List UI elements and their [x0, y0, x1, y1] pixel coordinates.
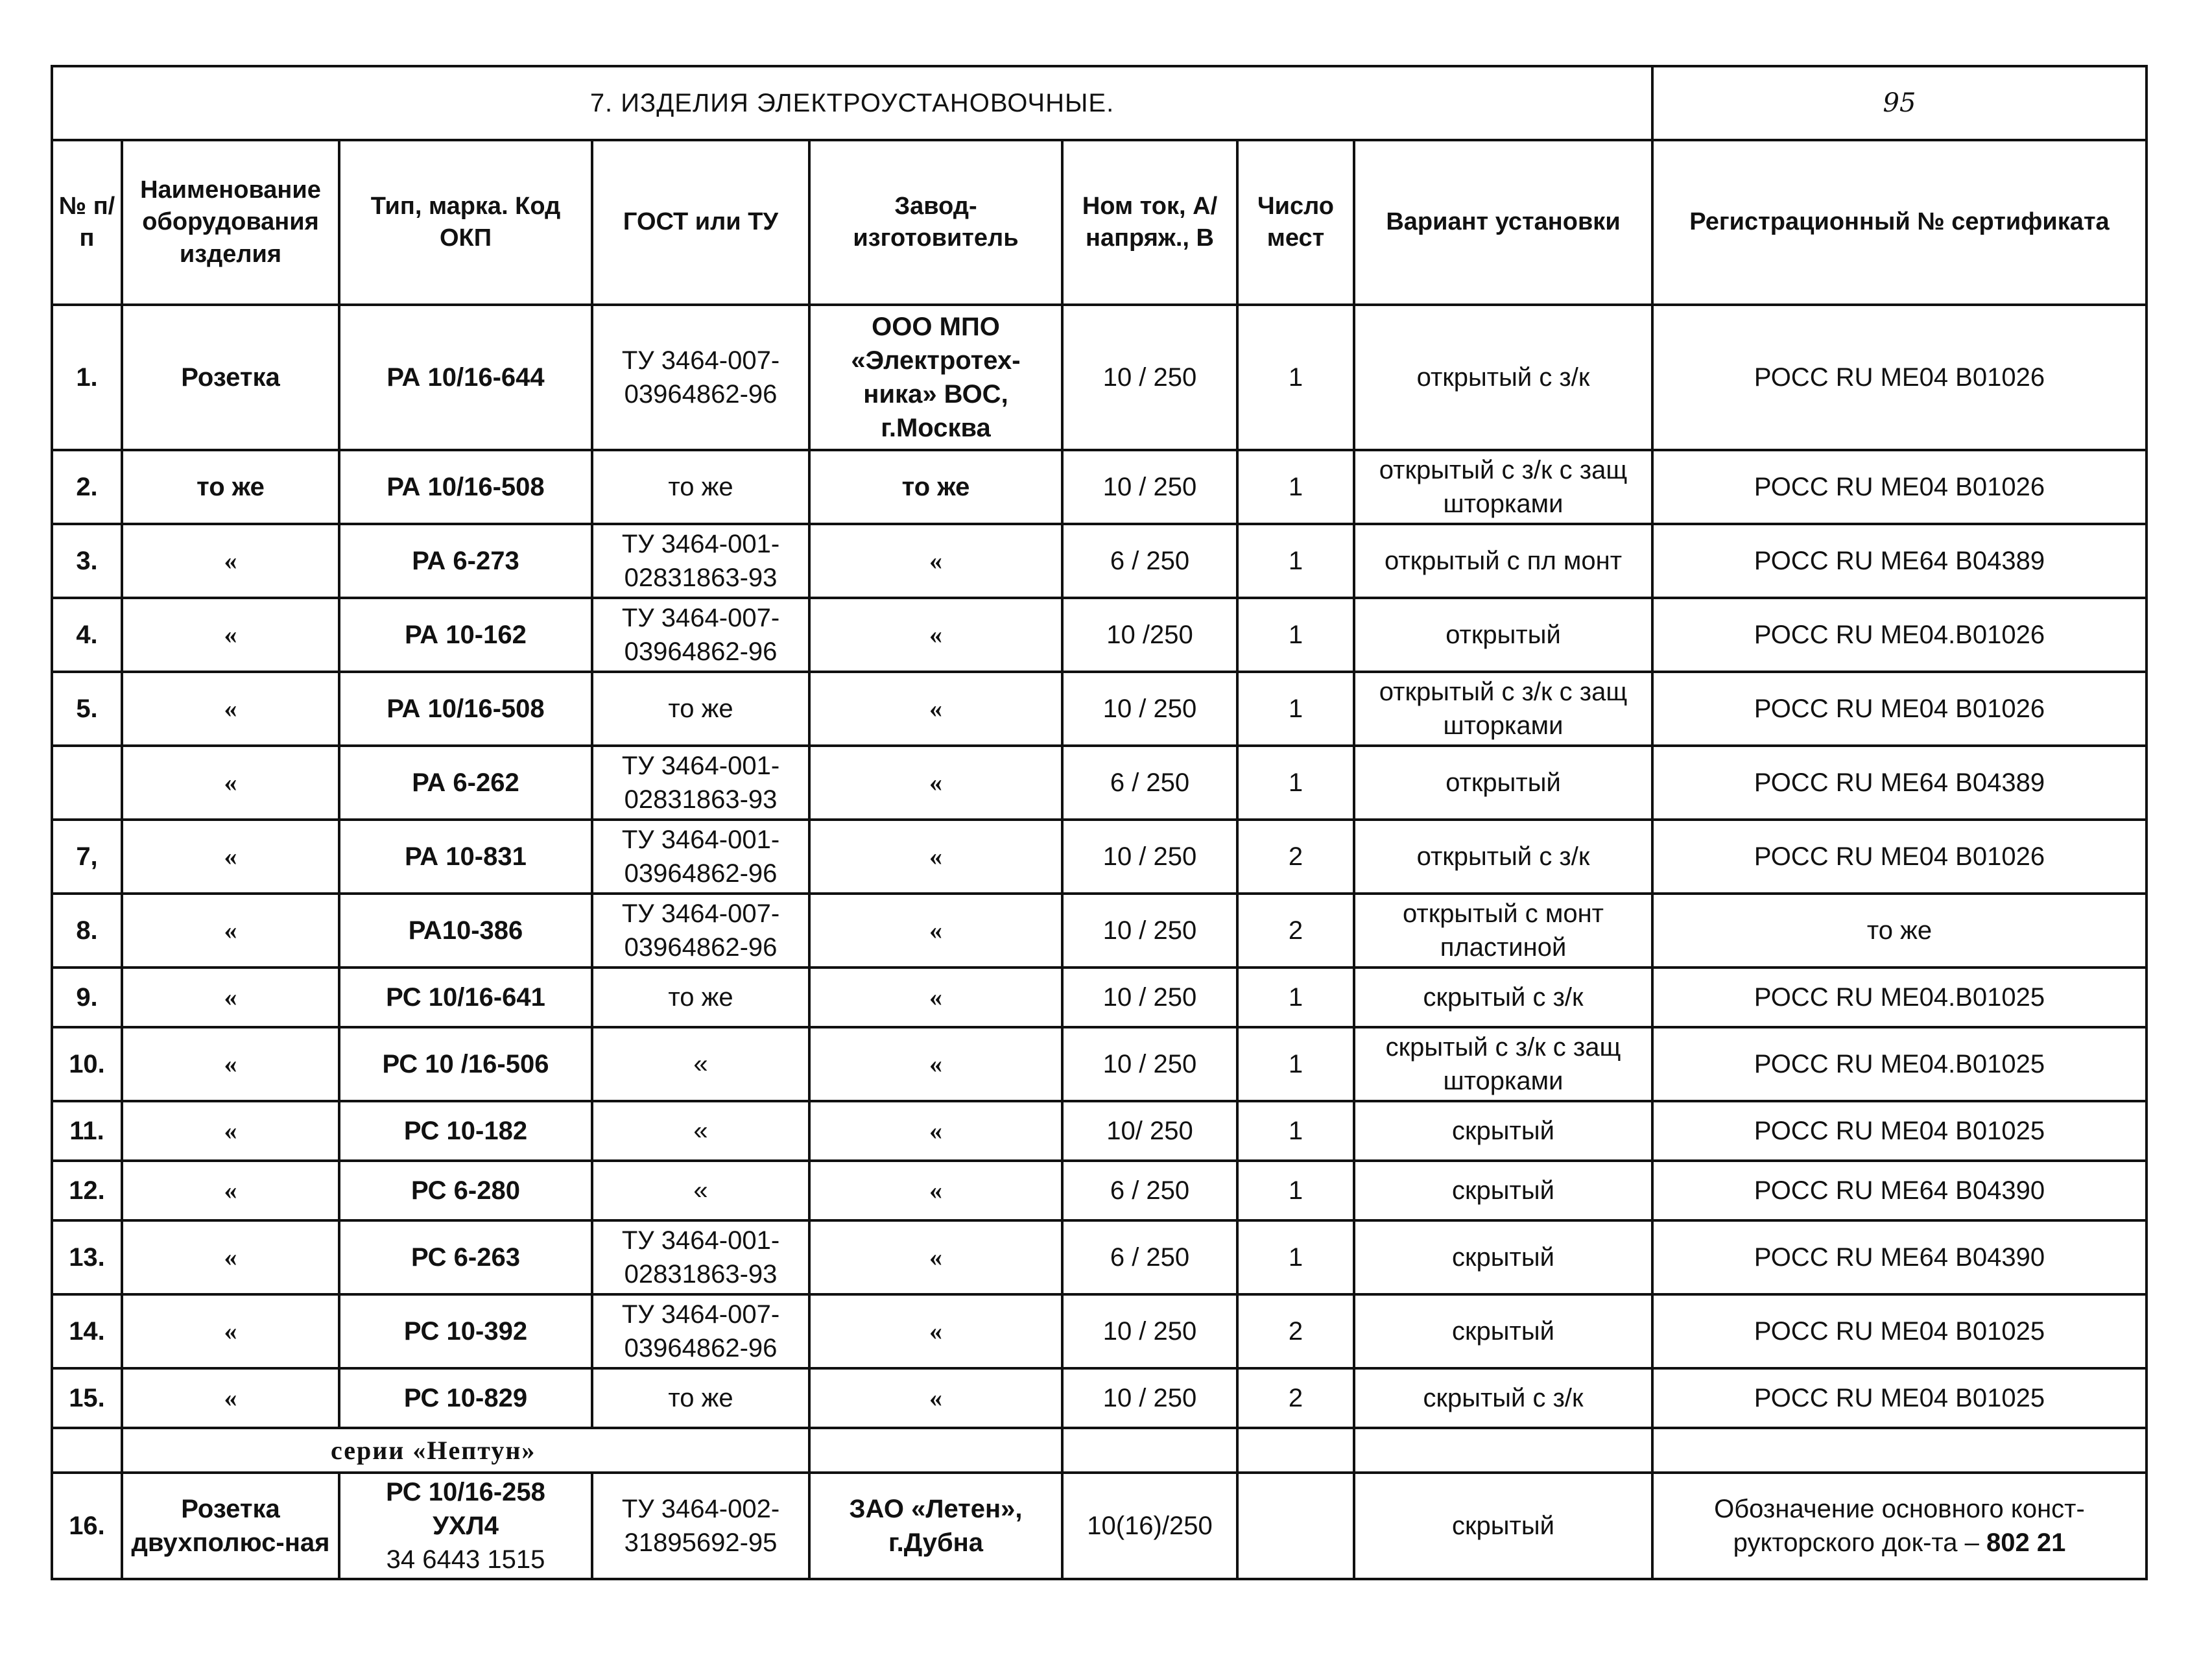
- row-cert: РОСС RU МЕ04 В01025: [1652, 1368, 2147, 1428]
- row-name: «: [122, 672, 339, 746]
- row-cert: РОСС RU МЕ04 В01025: [1652, 1294, 2147, 1368]
- table-row: [52, 1101, 2147, 1161]
- row-name: Розетка двухполюс-ная: [122, 1473, 339, 1579]
- header-type: Тип, марка. Код ОКП: [339, 140, 592, 305]
- row-gost: ТУ 3464-007-03964862-96: [592, 1294, 809, 1368]
- electrical-products-table: [51, 65, 2148, 1580]
- row-type: РС 10-829: [339, 1368, 592, 1428]
- row-rating: 10 / 250: [1062, 1368, 1237, 1428]
- row-num: 10.: [52, 1027, 122, 1101]
- row-rating: 10 / 250: [1062, 305, 1237, 450]
- header-cert: Регистрационный № сертификата: [1652, 140, 2147, 305]
- row-num: 12.: [52, 1161, 122, 1220]
- row-places: 1: [1237, 746, 1354, 820]
- row-maker: «: [809, 1220, 1062, 1294]
- row-gost: ТУ 3464-002-31895692-95: [592, 1473, 809, 1579]
- row-name: Розетка: [122, 305, 339, 450]
- row-num: 13.: [52, 1220, 122, 1294]
- series-row: [52, 1428, 2147, 1473]
- row-install: открытый с з/к с защ шторками: [1354, 450, 1652, 524]
- row-places: 1: [1237, 1220, 1354, 1294]
- row-cert: РОСС RU МЕ04 В01026: [1652, 305, 2147, 450]
- row-num: 5.: [52, 672, 122, 746]
- row-rating: 10 / 250: [1062, 968, 1237, 1027]
- row-maker: «: [809, 1027, 1062, 1101]
- row-type: [339, 1473, 592, 1579]
- row-cert: то же: [1652, 894, 2147, 968]
- row-rating: 10 / 250: [1062, 1027, 1237, 1101]
- row-install: скрытый: [1354, 1101, 1652, 1161]
- row-install: скрытый: [1354, 1161, 1652, 1220]
- row-places: 1: [1237, 450, 1354, 524]
- row-num: 14.: [52, 1294, 122, 1368]
- row-install: открытый с монт пластиной: [1354, 894, 1652, 968]
- row-type: РС 10/16-641: [339, 968, 592, 1027]
- row-install: скрытый: [1354, 1220, 1652, 1294]
- row-type: РС 10-392: [339, 1294, 592, 1368]
- row-maker: «: [809, 598, 1062, 672]
- row-places: 1: [1237, 305, 1354, 450]
- header-gost: ГОСТ или ТУ: [592, 140, 809, 305]
- row-install: скрытый: [1354, 1294, 1652, 1368]
- row-name: то же: [122, 450, 339, 524]
- row-places: 1: [1237, 1101, 1354, 1161]
- row-rating: 6 / 250: [1062, 1161, 1237, 1220]
- row-rating: 10 / 250: [1062, 450, 1237, 524]
- row-maker: то же: [809, 450, 1062, 524]
- row-num: 3.: [52, 524, 122, 598]
- row-gost: то же: [592, 1368, 809, 1428]
- row-maker: «: [809, 1101, 1062, 1161]
- row-install: открытый с з/к с защ шторками: [1354, 672, 1652, 746]
- row-cert: РОСС RU МЕ04.В01026: [1652, 598, 2147, 672]
- row-places: 1: [1237, 1161, 1354, 1220]
- row-rating: 10/ 250: [1062, 1101, 1237, 1161]
- row-install: открытый: [1354, 746, 1652, 820]
- row-type: РС 6-263: [339, 1220, 592, 1294]
- table-row: [52, 1161, 2147, 1220]
- row-maker: «: [809, 524, 1062, 598]
- row-gost: ТУ 3464-001-02831863-93: [592, 746, 809, 820]
- row-places: 1: [1237, 598, 1354, 672]
- table-row: [52, 746, 2147, 820]
- table-row: [52, 1368, 2147, 1428]
- row-maker: «: [809, 1368, 1062, 1428]
- row-gost: то же: [592, 672, 809, 746]
- row-name: «: [122, 1161, 339, 1220]
- row-cert: РОСС RU МЕ64 В04390: [1652, 1161, 2147, 1220]
- table-row: [52, 894, 2147, 968]
- series-rating-cell: [1062, 1428, 1237, 1473]
- row-rating: 6 / 250: [1062, 524, 1237, 598]
- row-type: РА 6-262: [339, 746, 592, 820]
- row-num: 15.: [52, 1368, 122, 1428]
- header-places: Число мест: [1237, 140, 1354, 305]
- title-row: [52, 66, 2147, 140]
- row-num: 2.: [52, 450, 122, 524]
- series-install-cell: [1354, 1428, 1652, 1473]
- row-gost: ТУ 3464-007-03964862-96: [592, 305, 809, 450]
- row-rating: 10 / 250: [1062, 820, 1237, 894]
- table-row: [52, 1027, 2147, 1101]
- row-rating: 10 / 250: [1062, 672, 1237, 746]
- series-label: серии «Нептун»: [122, 1428, 809, 1473]
- row-type: РА 6-273: [339, 524, 592, 598]
- row-maker: «: [809, 746, 1062, 820]
- row-rating: 6 / 250: [1062, 746, 1237, 820]
- row-name: «: [122, 598, 339, 672]
- row-gost: то же: [592, 968, 809, 1027]
- table-row: [52, 672, 2147, 746]
- row-gost: то же: [592, 450, 809, 524]
- row-rating: 6 / 250: [1062, 1220, 1237, 1294]
- row-places: 2: [1237, 820, 1354, 894]
- row-name: «: [122, 1368, 339, 1428]
- row-gost: «: [592, 1101, 809, 1161]
- row-cert: РОСС RU МЕ04 В01026: [1652, 450, 2147, 524]
- table-row: [52, 598, 2147, 672]
- row-places: 1: [1237, 672, 1354, 746]
- row-cert: РОСС RU МЕ04 В01026: [1652, 820, 2147, 894]
- row-gost: «: [592, 1161, 809, 1220]
- row-gost: ТУ 3464-007-03964862-96: [592, 894, 809, 968]
- row-num: 9.: [52, 968, 122, 1027]
- series-cert-cell: [1652, 1428, 2147, 1473]
- header-install: Вариант установки: [1354, 140, 1652, 305]
- row-num: 16.: [52, 1473, 122, 1579]
- row-type: РА10-386: [339, 894, 592, 968]
- row-type-line1: РС 10/16-258: [386, 1478, 545, 1506]
- table-row: [52, 820, 2147, 894]
- row-install: скрытый: [1354, 1473, 1652, 1579]
- row-type: РА 10/16-644: [339, 305, 592, 450]
- row-maker: «: [809, 1161, 1062, 1220]
- row-name: «: [122, 1101, 339, 1161]
- row-rating: 10 / 250: [1062, 894, 1237, 968]
- row-name: «: [122, 746, 339, 820]
- row-num: [52, 746, 122, 820]
- row-install: скрытый с з/к с защ шторками: [1354, 1027, 1652, 1101]
- row-install: открытый: [1354, 598, 1652, 672]
- row-rating: 10 / 250: [1062, 1294, 1237, 1368]
- row-maker: «: [809, 1294, 1062, 1368]
- table-row: [52, 450, 2147, 524]
- row-type-line2: УХЛ4: [433, 1512, 499, 1540]
- row-places: 2: [1237, 1294, 1354, 1368]
- table-row: [52, 1473, 2147, 1579]
- table-row: [52, 305, 2147, 450]
- row-num: 1.: [52, 305, 122, 450]
- row-name: «: [122, 524, 339, 598]
- row-cert: РОСС RU МЕ64 В04389: [1652, 746, 2147, 820]
- row-cert-code: 802 21: [1986, 1528, 2066, 1557]
- row-cert: РОСС RU МЕ04.В01025: [1652, 1027, 2147, 1101]
- row-name: «: [122, 1220, 339, 1294]
- row-places: 1: [1237, 1027, 1354, 1101]
- row-type: РС 6-280: [339, 1161, 592, 1220]
- row-cert: РОСС RU МЕ64 В04389: [1652, 524, 2147, 598]
- row-type: РА 10/16-508: [339, 672, 592, 746]
- row-rating: 10(16)/250: [1062, 1473, 1237, 1579]
- row-gost: ТУ 3464-001-03964862-96: [592, 820, 809, 894]
- row-type-code: 34 6443 1515: [386, 1545, 545, 1574]
- row-cert: РОСС RU МЕ64 В04390: [1652, 1220, 2147, 1294]
- row-gost: ТУ 3464-001-02831863-93: [592, 1220, 809, 1294]
- series-places-cell: [1237, 1428, 1354, 1473]
- row-install: открытый с пл монт: [1354, 524, 1652, 598]
- row-name: «: [122, 968, 339, 1027]
- series-num-cell: [52, 1428, 122, 1473]
- row-num: 11.: [52, 1101, 122, 1161]
- row-cert-text: Обозначение основного конст-рукторского док-та –: [1714, 1495, 2085, 1557]
- row-gost: ТУ 3464-001-02831863-93: [592, 524, 809, 598]
- row-gost: «: [592, 1027, 809, 1101]
- row-places: [1237, 1473, 1354, 1579]
- row-rating: 10 /250: [1062, 598, 1237, 672]
- row-install: открытый с з/к: [1354, 820, 1652, 894]
- table-row: [52, 1294, 2147, 1368]
- row-install: открытый с з/к: [1354, 305, 1652, 450]
- table-row: [52, 968, 2147, 1027]
- row-maker: «: [809, 968, 1062, 1027]
- header-maker: Завод-изготовитель: [809, 140, 1062, 305]
- header-row: [52, 140, 2147, 305]
- row-maker: «: [809, 820, 1062, 894]
- row-name: «: [122, 820, 339, 894]
- row-gost: ТУ 3464-007-03964862-96: [592, 598, 809, 672]
- row-type: РА 10/16-508: [339, 450, 592, 524]
- row-type: РС 10 /16-506: [339, 1027, 592, 1101]
- row-num: 4.: [52, 598, 122, 672]
- row-places: 1: [1237, 524, 1354, 598]
- header-name: Наименование оборудования изделия: [122, 140, 339, 305]
- row-type: РА 10-831: [339, 820, 592, 894]
- header-num: № п/п: [52, 140, 122, 305]
- document-title: 7. ИЗДЕЛИЯ ЭЛЕКТРОУСТАНОВОЧНЫЕ.: [52, 66, 1652, 140]
- row-type: РА 10-162: [339, 598, 592, 672]
- row-places: 1: [1237, 968, 1354, 1027]
- row-name: «: [122, 1027, 339, 1101]
- row-maker: ЗАО «Летен», г.Дубна: [809, 1473, 1062, 1579]
- row-places: 2: [1237, 894, 1354, 968]
- row-num: 7,: [52, 820, 122, 894]
- row-maker: «: [809, 672, 1062, 746]
- header-rating: Ном ток, А/ напряж., В: [1062, 140, 1237, 305]
- row-type: РС 10-182: [339, 1101, 592, 1161]
- row-maker: ООО МПО «Электротех-ника» ВОС, г.Москва: [809, 305, 1062, 450]
- row-cert: РОСС RU МЕ04 В01025: [1652, 1101, 2147, 1161]
- row-places: 2: [1237, 1368, 1354, 1428]
- row-name: «: [122, 1294, 339, 1368]
- row-maker: «: [809, 894, 1062, 968]
- row-name: «: [122, 894, 339, 968]
- table-row: [52, 524, 2147, 598]
- table-row: [52, 1220, 2147, 1294]
- series-maker-cell: [809, 1428, 1062, 1473]
- page-number: 95: [1652, 66, 2147, 140]
- row-install: скрытый с з/к: [1354, 968, 1652, 1027]
- row-cert: РОСС RU МЕ04.В01025: [1652, 968, 2147, 1027]
- row-cert: РОСС RU МЕ04 В01026: [1652, 672, 2147, 746]
- row-cert: [1652, 1473, 2147, 1579]
- row-num: 8.: [52, 894, 122, 968]
- row-install: скрытый с з/к: [1354, 1368, 1652, 1428]
